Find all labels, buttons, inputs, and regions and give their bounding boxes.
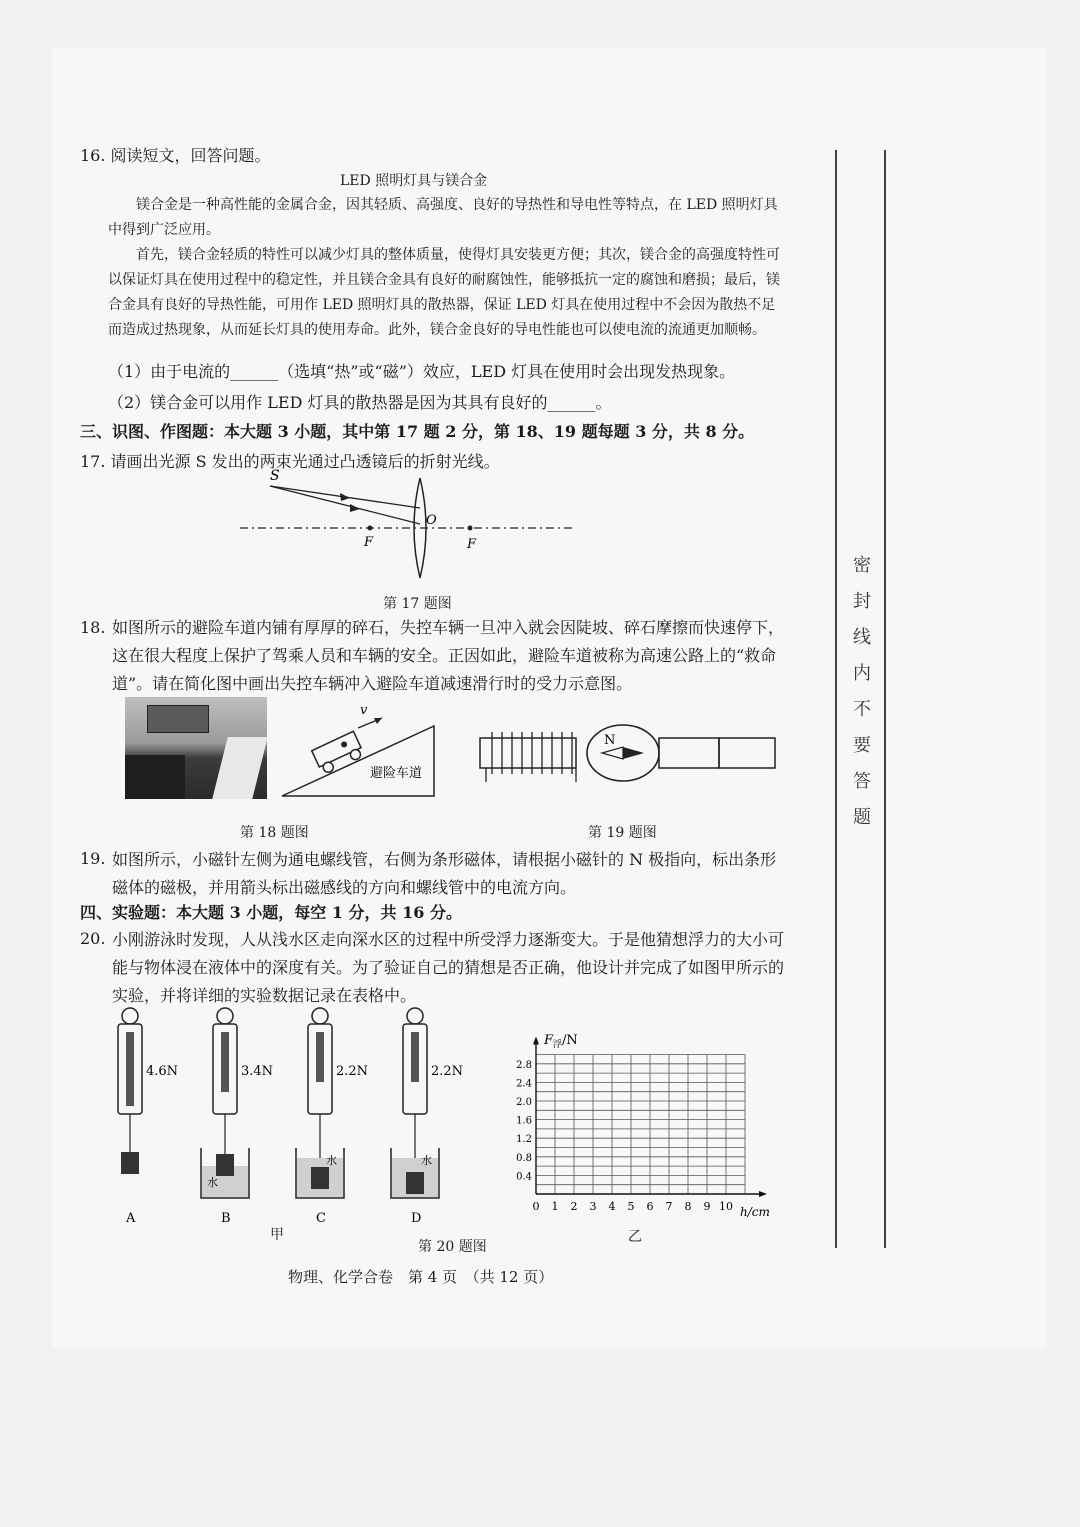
y-tick-label: 2.0 bbox=[516, 1097, 532, 1108]
scale-d-water-label: 水 bbox=[421, 1154, 432, 1167]
graph-y-sub: 浮 bbox=[553, 1040, 563, 1050]
y-axis-arrow bbox=[533, 1037, 539, 1045]
q20-buoyancy-graph bbox=[500, 1030, 780, 1220]
x-tick-label: 7 bbox=[665, 1200, 673, 1213]
q18-ramp-diagram bbox=[278, 700, 440, 800]
light-source-label: S bbox=[270, 468, 280, 484]
seal-char: 答 bbox=[853, 771, 871, 792]
q17-lens-diagram bbox=[240, 468, 580, 578]
y-tick-label: 1.6 bbox=[516, 1115, 532, 1127]
scale-c-letter: C bbox=[316, 1211, 326, 1226]
graph-x-label: h/cm bbox=[740, 1205, 770, 1219]
q16-subquestion-2: （2）镁合金可以用作 LED 灯具的散热器是因为其具有良好的______。 bbox=[108, 393, 612, 412]
seal-char: 封 bbox=[853, 591, 871, 612]
q18-number: 18. bbox=[80, 618, 106, 637]
seal-char: 不 bbox=[853, 699, 871, 720]
scale-c-water-label: 水 bbox=[326, 1154, 337, 1167]
focus-right-label: F bbox=[467, 537, 477, 552]
q20-caption: 第 20 题图 bbox=[418, 1239, 487, 1255]
y-tick-label: 0.4 bbox=[516, 1171, 532, 1183]
x-tick-label: 4 bbox=[608, 1200, 616, 1213]
x-tick-label: 10 bbox=[719, 1200, 733, 1213]
q18-text: 如图所示的避险车道内铺有厚厚的碎石，失控车辆一旦冲入就会因陡坡、碎石摩擦而快速停下，这在很大程度上保护了驾乘人员和车辆的安全。正因如此，避险车道被称为高速公路上的“救命道”。请在简化图中画出失控车辆冲入避险车道减速滑行时的受力示意图。 bbox=[112, 618, 785, 693]
scale-b-letter: B bbox=[221, 1211, 231, 1226]
figure-b-caption: 乙 bbox=[628, 1229, 642, 1245]
x-tick-label: 9 bbox=[703, 1200, 711, 1213]
x-axis-arrow bbox=[759, 1191, 767, 1197]
q20-number: 20. bbox=[80, 929, 106, 948]
scale-d-letter: D bbox=[411, 1211, 422, 1226]
scale-b-reading: 3.4N bbox=[241, 1064, 274, 1079]
q20-spring-scale-figure bbox=[100, 1002, 480, 1232]
q16-paragraph-2: 首先，镁合金轻质的特性可以减少灯具的整体质量，使得灯具安装更方便；其次，镁合金的高强度特性可以保证灯具在使用过程中的稳定性，并且镁合金具有良好的耐腐蚀性，能够抵抗一定的腐蚀和磨损；最后，镁合金具有良好的导热性能，可用作 LED 照明灯具的散热器，保证 LED 灯具在使用过程中不会因为散热不足而造成过热现象，从而延长灯具的使用寿命。此外，镁合金良好的导电性能也可以使电流的流通更加顺畅。 bbox=[108, 247, 780, 338]
y-tick-label: 0.8 bbox=[516, 1152, 532, 1164]
y-tick-label: 1.2 bbox=[516, 1134, 532, 1146]
figure-a-caption: 甲 bbox=[270, 1227, 284, 1243]
scale-a-letter: A bbox=[126, 1211, 136, 1226]
y-tick-label: 2.8 bbox=[516, 1059, 532, 1071]
q19-magnet-diagram bbox=[478, 722, 778, 784]
binding-line-left bbox=[835, 150, 837, 1248]
q17-caption: 第 17 题图 bbox=[383, 596, 452, 612]
x-tick-label: 1 bbox=[551, 1200, 559, 1213]
section-4-heading: 四、实验题：本大题 3 小题，每空 1 分，共 16 分。 bbox=[80, 903, 462, 922]
section-3-heading: 三、识图、作图题：本大题 3 小题，其中第 17 题 2 分，第 18、19 题每题 3 分，共 8 分。 bbox=[80, 422, 755, 441]
seal-char: 要 bbox=[853, 735, 871, 756]
scale-d-reading: 2.2N bbox=[431, 1064, 464, 1079]
q16-header: 16. 阅读短文，回答问题。 bbox=[80, 146, 271, 165]
spring-scale-c bbox=[296, 1008, 368, 1226]
page-footer: 物理、化学合卷 第 4 页 （共 12 页） bbox=[288, 1268, 554, 1286]
q19-caption: 第 19 题图 bbox=[588, 825, 657, 841]
q16-paragraph-1: 镁合金是一种高性能的金属合金，因其轻质、高强度、良好的导热性和导电性等特点，在 LED 照明灯具中得到广泛应用。 bbox=[108, 197, 778, 238]
scale-b-water-label: 水 bbox=[207, 1176, 218, 1189]
q16-article-title: LED 照明灯具与镁合金 bbox=[340, 173, 488, 189]
compass-north-label: N bbox=[604, 733, 616, 748]
q19-number: 19. bbox=[80, 849, 106, 868]
graph-y-label: F bbox=[544, 1033, 554, 1048]
seal-char: 内 bbox=[853, 663, 871, 684]
optical-center-label: O bbox=[426, 513, 437, 528]
seal-char: 密 bbox=[853, 555, 871, 576]
q16-subquestion-1: （1）由于电流的______（选填“热”或“磁”）效应，LED 灯具在使用时会出现发热现象。 bbox=[108, 362, 736, 381]
x-tick-label: 2 bbox=[570, 1200, 578, 1213]
seal-char: 题 bbox=[853, 807, 871, 828]
x-tick-label: 6 bbox=[646, 1200, 654, 1213]
x-tick-label: 5 bbox=[627, 1200, 635, 1213]
scale-c-reading: 2.2N bbox=[336, 1064, 369, 1079]
seal-char: 线 bbox=[853, 627, 871, 648]
escape-lane-label: 避险车道 bbox=[370, 766, 423, 781]
x-tick-label: 3 bbox=[589, 1200, 597, 1213]
seal-notice bbox=[850, 548, 874, 836]
x-tick-label: 8 bbox=[684, 1200, 692, 1213]
spring-scale-b bbox=[201, 1008, 273, 1226]
spring-scale-d bbox=[391, 1008, 463, 1226]
escape-lane-photo bbox=[125, 697, 267, 799]
spring-scale-a bbox=[118, 1008, 178, 1226]
focus-left-label: F bbox=[364, 535, 374, 550]
x-tick-label: 0 bbox=[532, 1200, 540, 1213]
q19-text: 如图所示，小磁针左侧为通电螺线管，右侧为条形磁体，请根据小磁针的 N 极指向，标出条形磁体的磁极，并用箭头标出磁感线的方向和螺线管中的电流方向。 bbox=[112, 850, 777, 897]
q18-caption: 第 18 题图 bbox=[240, 825, 309, 841]
velocity-label: v bbox=[360, 703, 368, 718]
q17-text: 17. 请画出光源 S 发出的两束光通过凸透镜后的折射光线。 bbox=[80, 452, 500, 471]
graph-y-unit: /N bbox=[562, 1033, 578, 1048]
scale-a-reading: 4.6N bbox=[146, 1064, 179, 1079]
binding-line-right bbox=[884, 150, 886, 1248]
q20-text: 小刚游泳时发现，人从浅水区走向深水区的过程中所受浮力逐渐变大。于是他猜想浮力的大小可能与物体浸在液体中的深度有关。为了验证自己的猜想是否正确，他设计并完成了如图甲所示的实验，并将详细的实验数据记录在表格中。 bbox=[112, 930, 785, 1005]
y-tick-label: 2.4 bbox=[516, 1078, 532, 1090]
